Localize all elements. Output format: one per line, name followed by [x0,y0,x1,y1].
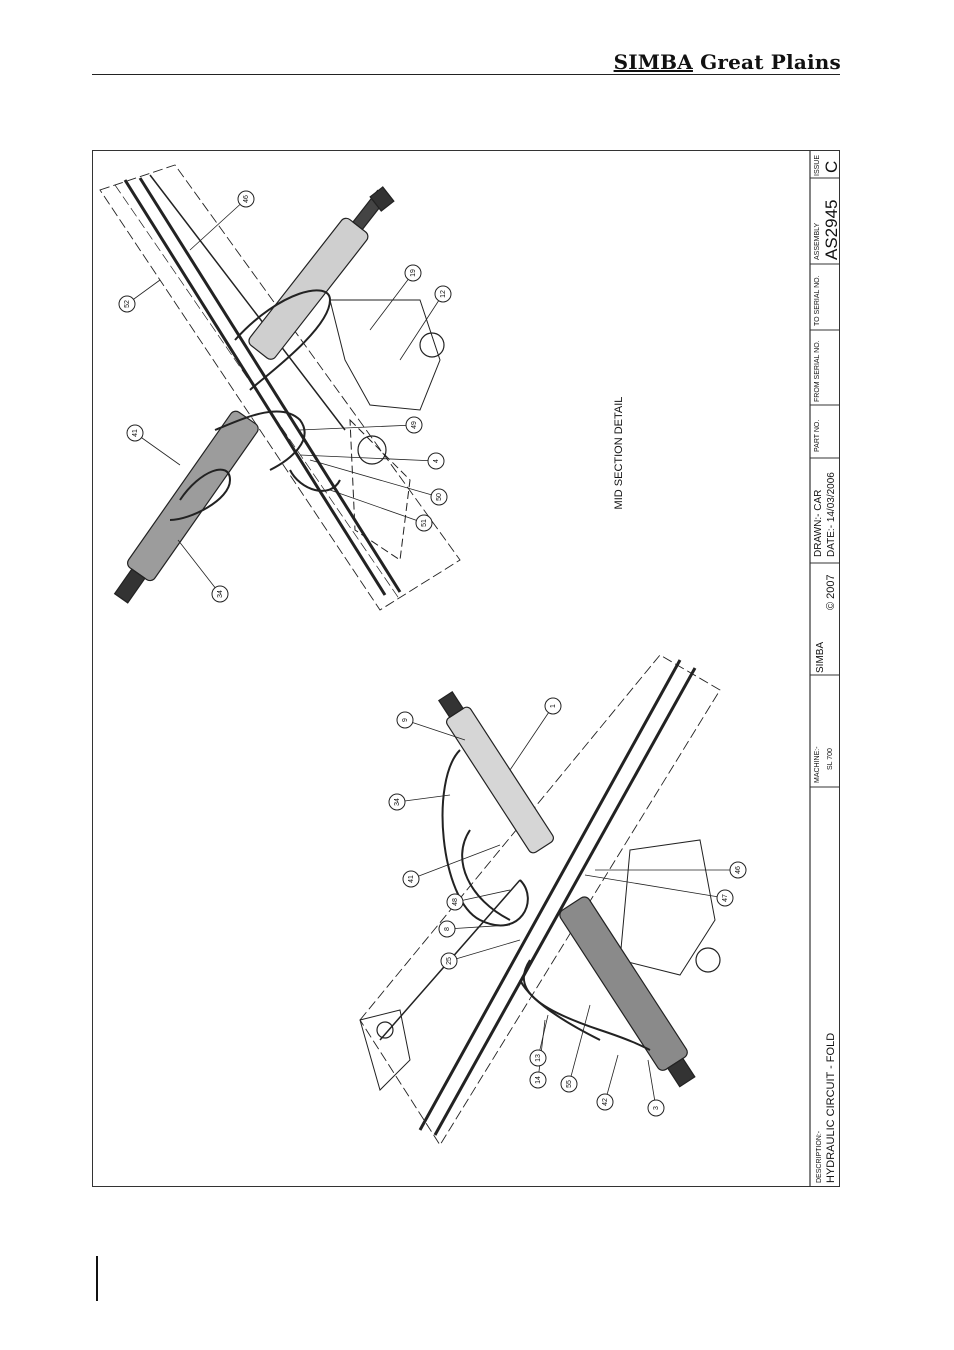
svg-text:19: 19 [409,269,417,277]
top-callout-52 [119,280,160,312]
svg-text:1: 1 [549,704,557,708]
issue-value: C [822,160,841,173]
svg-text:48: 48 [451,898,459,906]
description-value: HYDRAULIC CIRCUIT - FOLD [825,1032,837,1183]
brand-great-plains: Great Plains [692,50,841,74]
assembly-value: AS2945 [822,199,841,260]
svg-text:46: 46 [242,195,250,203]
svg-text:41: 41 [131,429,139,437]
svg-text:46: 46 [734,866,742,874]
svg-text:41: 41 [407,875,415,883]
svg-text:25: 25 [445,957,453,965]
svg-text:42: 42 [601,1098,609,1106]
copyright: © 2007 [825,574,837,610]
top-callout-19 [370,265,421,330]
machine-value: SL 700 [827,748,834,770]
svg-text:49: 49 [410,421,418,429]
top-callout-51 [330,490,432,531]
bottom-callout-8 [439,921,510,937]
svg-text:13: 13 [534,1054,542,1062]
svg-text:50: 50 [435,493,443,501]
svg-text:47: 47 [721,894,729,902]
bottom-callout-25 [441,940,520,969]
bottom-callout-34 [389,794,450,810]
machine-label: MACHINE:- [814,746,821,783]
bottom-callout-1 [510,698,561,770]
svg-text:4: 4 [432,459,440,463]
description-label: DESCRIPTION:- [816,1130,823,1183]
brand-simba: SIMBA [613,50,693,74]
simba-logo: SIMBA [815,641,826,673]
svg-text:14: 14 [534,1076,542,1084]
bottom-callout-47 [585,875,733,906]
top-callout-34 [178,540,228,602]
svg-text:3: 3 [652,1106,660,1110]
bottom-callout-55 [561,1005,590,1092]
svg-text:34: 34 [216,590,224,598]
svg-text:55: 55 [565,1080,573,1088]
part-no-label: PART NO. [814,419,821,452]
assembly-label: ASSEMBLY [814,222,821,260]
issue-label: ISSUE [814,154,821,176]
margin-mark [96,1256,98,1301]
bottom-callout-46 [595,862,746,878]
top-callout-41 [127,425,180,465]
svg-text:8: 8 [443,927,451,931]
bottom-callout-13 [530,1015,548,1066]
svg-text:12: 12 [439,290,447,298]
from-serial-label: FROM SERIAL NO. [814,340,821,402]
view-label: MID SECTION DETAIL [613,396,625,510]
svg-text:34: 34 [393,798,401,806]
svg-text:9: 9 [401,718,409,722]
to-serial-label: TO SERIAL NO. [814,275,821,326]
bottom-callout-42 [597,1055,618,1110]
drawn-date: DATE:- 14/03/2006 [826,472,837,557]
svg-text:51: 51 [420,519,428,527]
drawn-by: DRAWN:- CAR [813,489,824,557]
svg-text:52: 52 [123,300,131,308]
